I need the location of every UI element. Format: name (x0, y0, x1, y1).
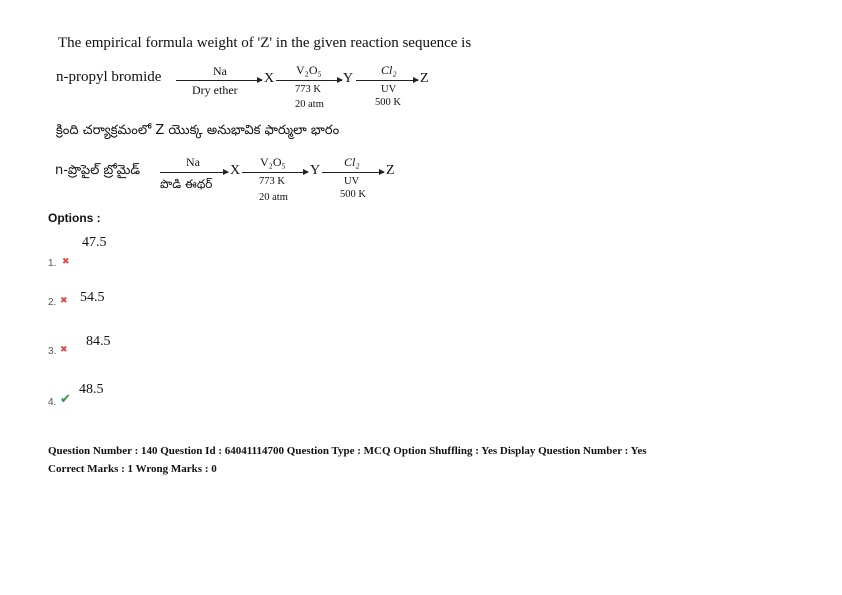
wrong-mark-icon: ✖ (62, 257, 70, 267)
condition-label: 20 atm (295, 99, 324, 110)
condition-label: పొడి ఈథర్ (160, 177, 213, 191)
option-value: 84.5 (86, 334, 111, 349)
product-label: Y (310, 163, 321, 178)
product-label: Y (343, 71, 354, 86)
condition-label: 500 K (375, 97, 401, 108)
reagent-label: Na (186, 155, 200, 169)
condition-label: UV (344, 176, 360, 187)
condition-label: 773 K (295, 84, 321, 95)
reagent-label: V₂O₅ (260, 155, 286, 169)
product-label: Z (386, 163, 395, 178)
reactant-label: n-propyl bromide (56, 69, 162, 85)
question-text-telugu: క్రింది చర్యాక్రమంలో Z యొక్క అనుభావిక ఫార్ములా భారం (56, 123, 340, 138)
option-value: 54.5 (80, 290, 105, 305)
option-number: 2. (48, 297, 57, 308)
reactant-label: n-ప్రొపైల్ బ్రోమైడ్ (55, 163, 141, 178)
reaction-arrow (160, 172, 228, 173)
product-label: X (264, 71, 275, 86)
correct-check-icon: ✔ (60, 392, 71, 407)
option-number: 3. (48, 346, 57, 357)
wrong-mark-icon: ✖ (60, 345, 68, 355)
option-number: 1. (48, 258, 57, 269)
reagent-label: Na (213, 64, 227, 78)
reagent-label: Cl₂ (344, 155, 360, 169)
condition-label: 500 K (340, 189, 366, 200)
option-value: 47.5 (82, 235, 107, 250)
condition-label: UV (381, 84, 397, 95)
reagent-label: V₂O₅ (296, 63, 322, 77)
condition-label: Dry ether (192, 83, 238, 97)
marks-meta-line: Correct Marks : 1 Wrong Marks : 0 (48, 463, 217, 475)
condition-label: 20 atm (259, 192, 288, 203)
reaction-arrow (276, 80, 342, 81)
product-label: X (230, 163, 241, 178)
question-text-english: The empirical formula weight of 'Z' in the given reaction sequence is (58, 35, 472, 51)
reagent-label: Cl₂ (381, 63, 397, 77)
option-number: 4. (48, 397, 57, 408)
reaction-arrow (356, 80, 418, 81)
reaction-arrow (322, 172, 384, 173)
options-heading: Options : (48, 211, 101, 225)
option-value: 48.5 (79, 382, 104, 397)
wrong-mark-icon: ✖ (60, 296, 68, 306)
reaction-arrow (176, 80, 262, 81)
product-label: Z (420, 71, 429, 86)
reaction-arrow (242, 172, 308, 173)
question-meta-line: Question Number : 140 Question Id : 64041114700 Question Type : MCQ Option Shuffling : Yes Display Question Number : Yes (48, 445, 647, 457)
condition-label: 773 K (259, 176, 285, 187)
